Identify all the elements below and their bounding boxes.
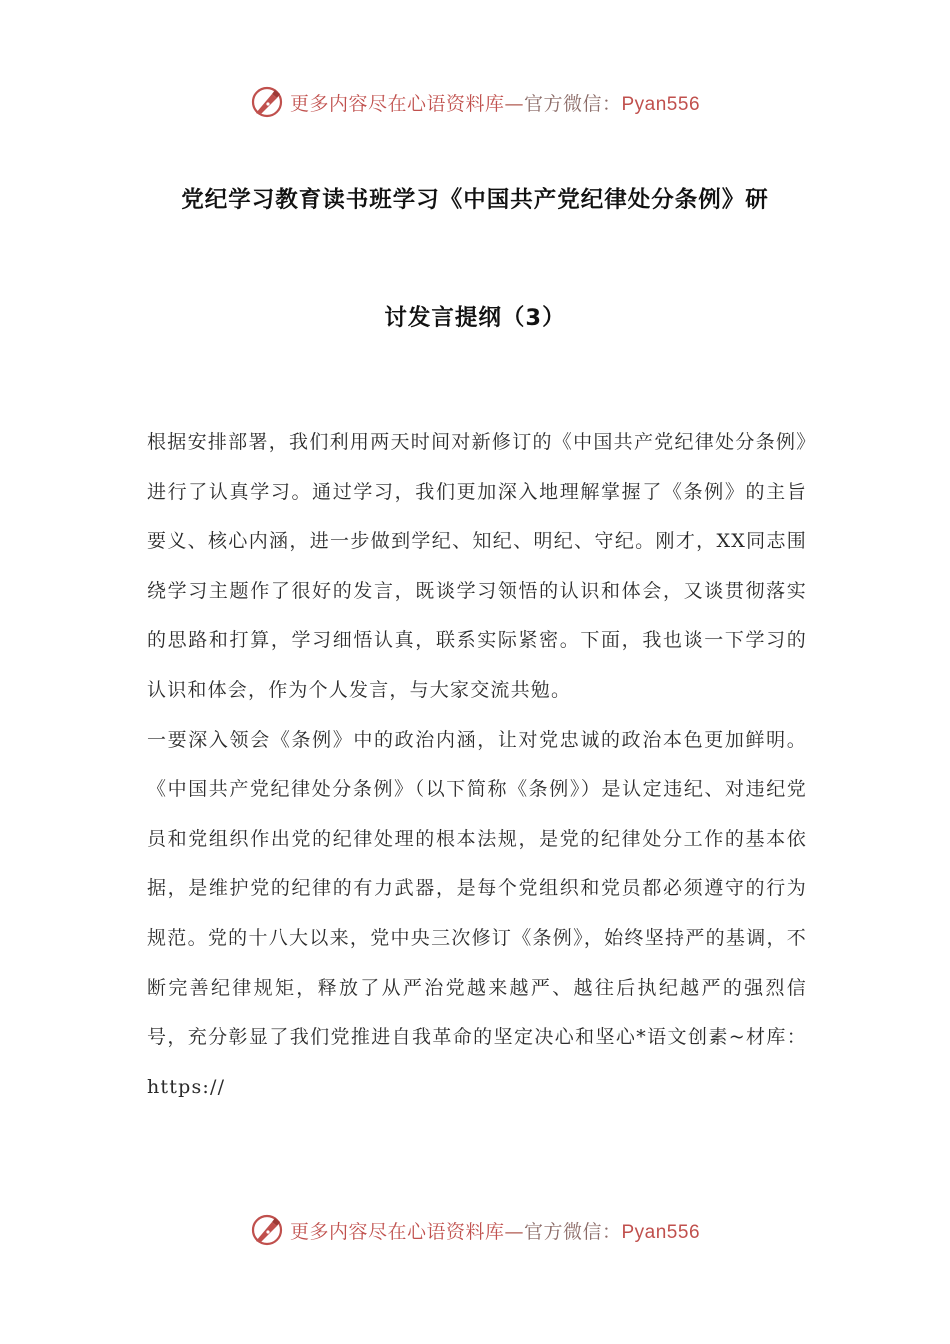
watermark-separator: — [504, 92, 524, 115]
watermark-account: Pyan556 [621, 93, 701, 115]
watermark-separator: — [504, 1220, 524, 1243]
watermark-brand: 更多内容尽在心语资料库 [289, 1220, 505, 1243]
paragraph-point-one: 一要深入领会《条例》中的政治内涵，让对党忠诚的政治本色更加鲜明。《中国共产党纪律处分条例》（以下简称《条例》）是认定违纪、对违纪党员和党组织作出党的纪律处理的根本法规，是党的纪律处分工作的基本依据，是维护党的纪律的有力武器，是每个党组织和党员都必须遵守的行为规范。党的十八大以来，党中央三次修订《条例》，始终坚持严的基调，不断完善纪律规矩，释放了从严治党越来越严、越往后执纪越严的强烈信号，充分彰显了我们党推进自我革命的坚定决心和坚心*语文创素~材库：https:// [147, 728, 807, 1098]
document-title-line-2: 讨发言提纲（3） [384, 305, 566, 331]
document-body [147, 418, 807, 1112]
watermark-brand: 更多内容尽在心语资料库 [289, 92, 505, 115]
watermark-account: Pyan556 [621, 1221, 701, 1243]
footer-watermark [0, 1210, 950, 1250]
header-watermark [0, 82, 950, 122]
document-title-line-1: 党纪学习教育读书班学习《中国共产党纪律处分条例》研 [181, 187, 769, 213]
watermark-label: 官方微信： [523, 92, 622, 115]
pen-nib-logo-icon [250, 85, 284, 119]
watermark-label: 官方微信： [523, 1220, 622, 1243]
pen-nib-logo-icon [250, 1213, 284, 1247]
paragraph-intro: 根据安排部署，我们利用两天时间对新修订的《中国共产党纪律处分条例》进行了认真学习。通过学习，我们更加深入地理解掌握了《条例》的主旨要义、核心内涵，进一步做到学纪、知纪、明纪、守纪。刚才，XX同志围绕学习主题作了很好的发言，既谈学习领悟的认识和体会，又谈贯彻落实的思路和打算，学习细悟认真，联系实际紧密。下面，我也谈一下学习的认识和体会，作为个人发言，与大家交流共勉。 [147, 431, 807, 701]
